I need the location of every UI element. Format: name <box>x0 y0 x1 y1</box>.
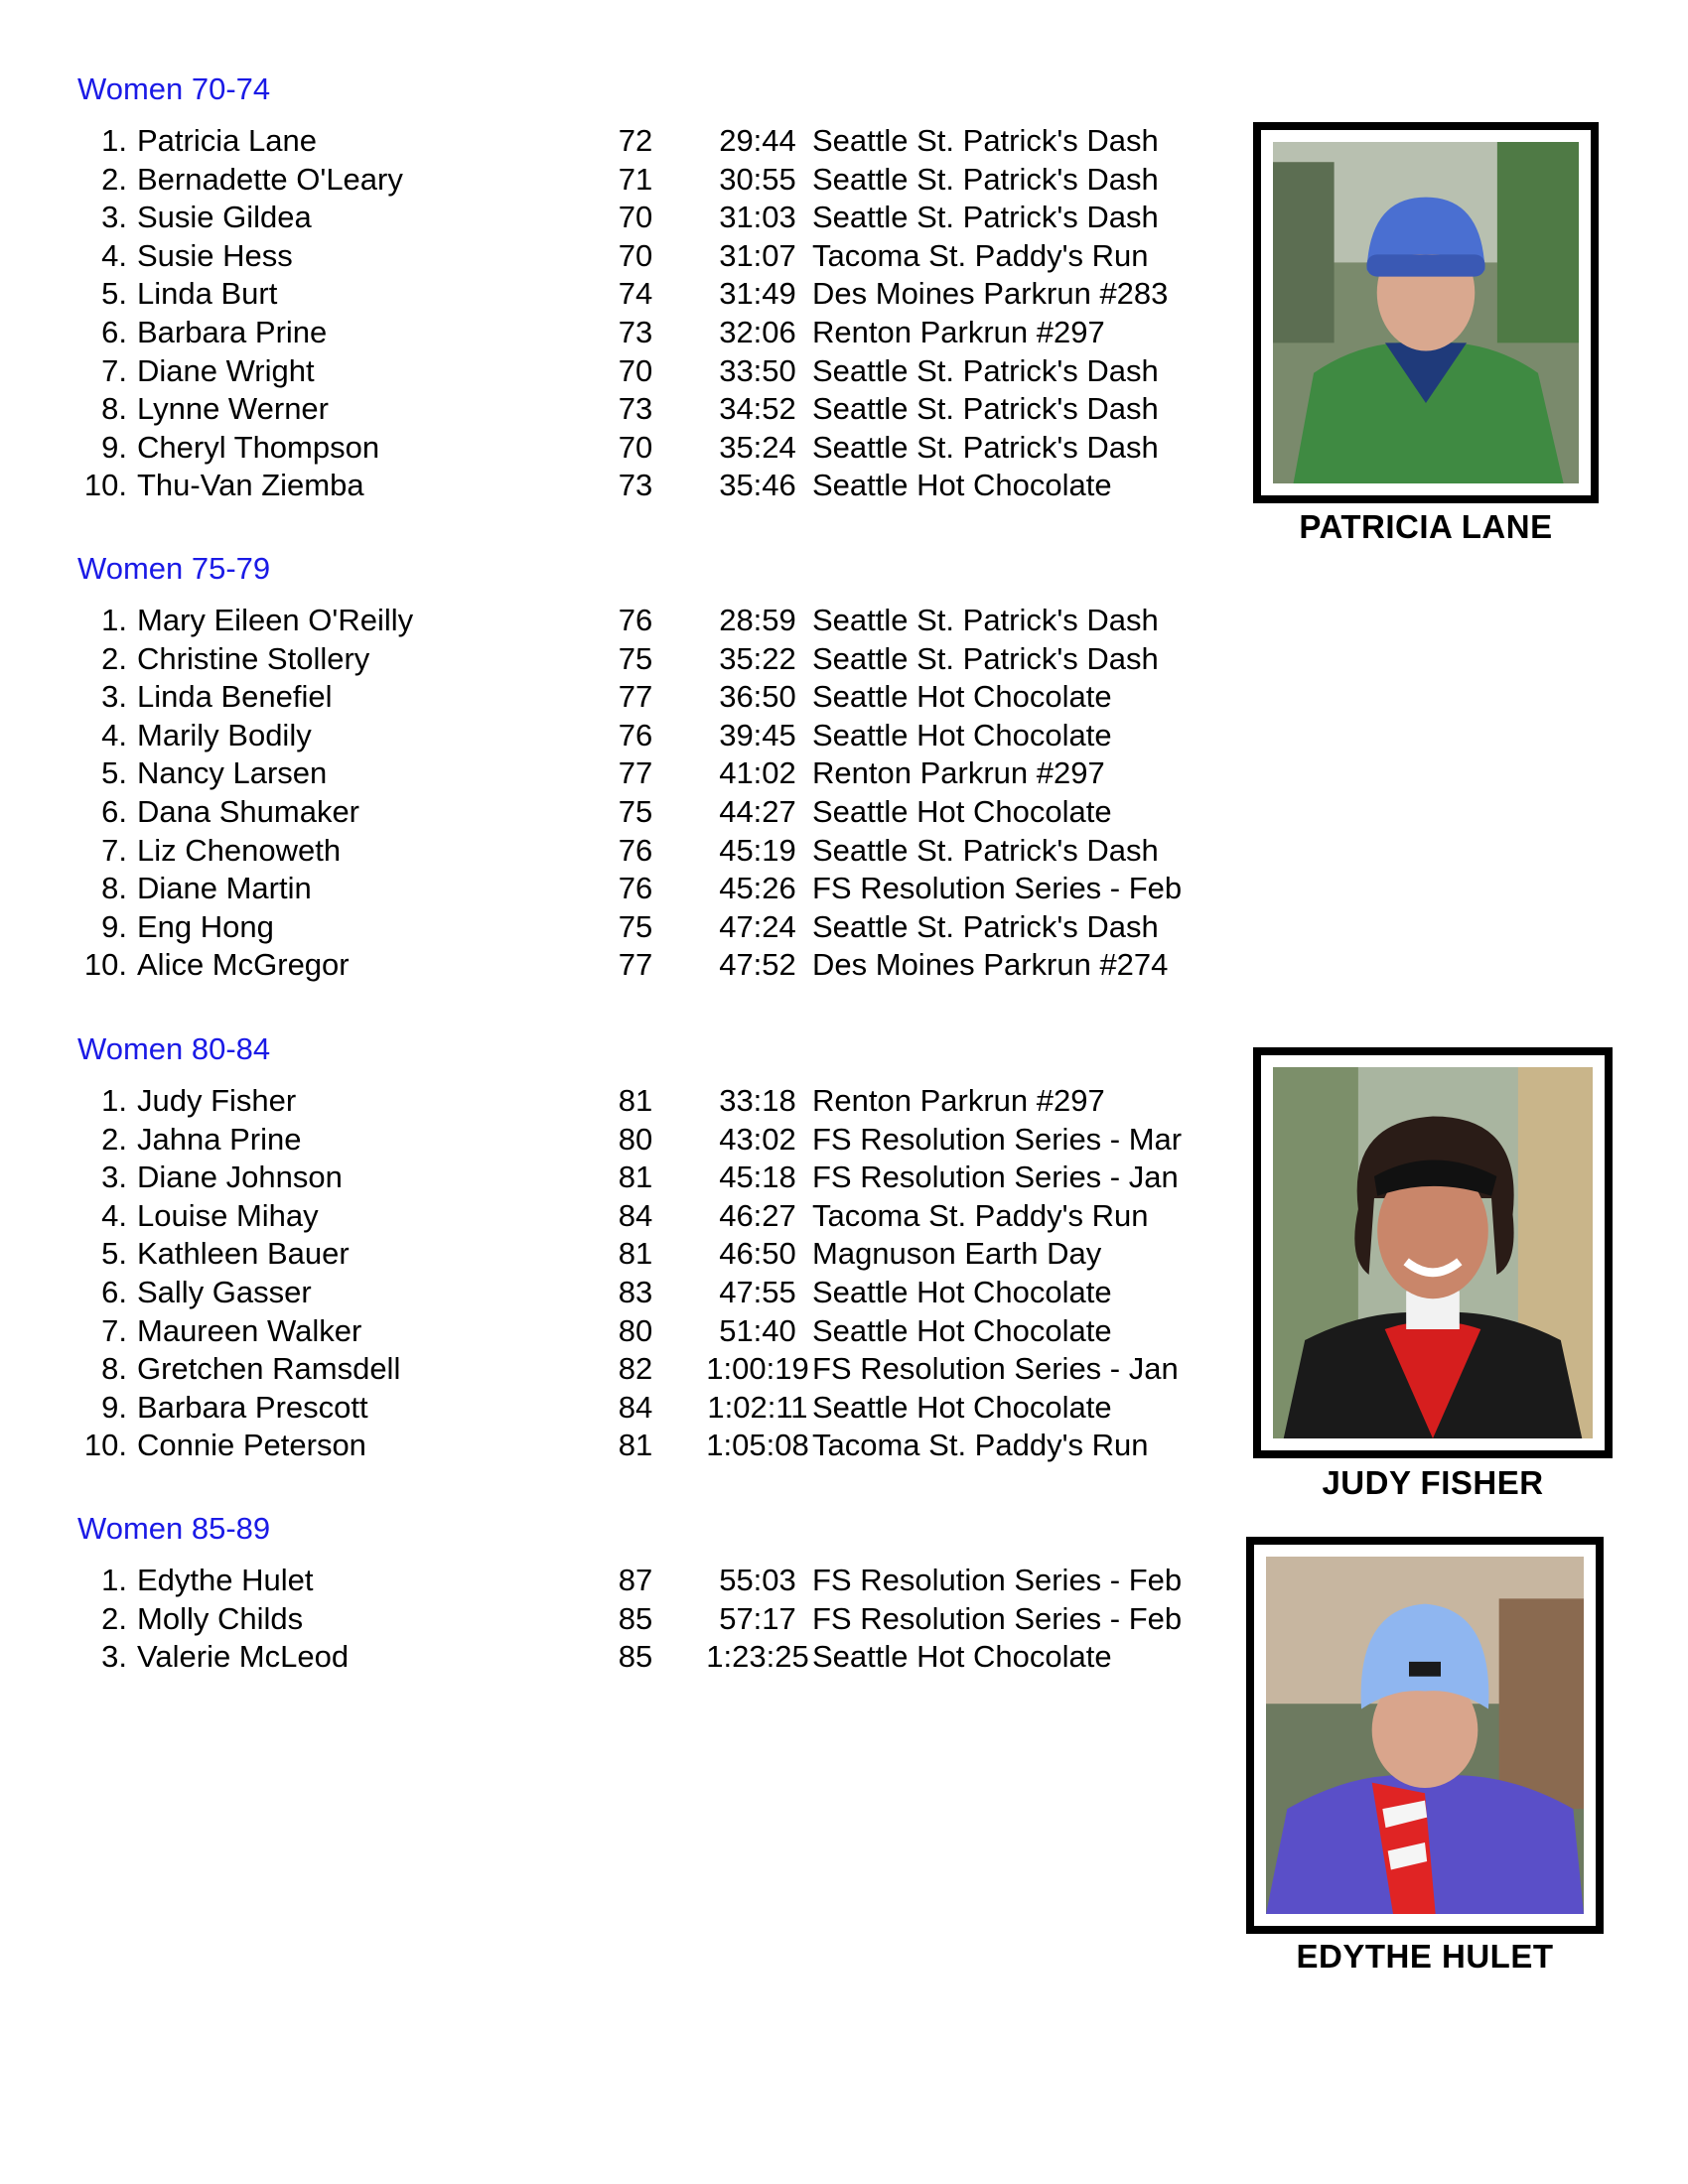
rank-number: 5. <box>101 755 127 791</box>
runner-name: Gretchen Ramsdell <box>137 1351 401 1387</box>
runner-age: 75 <box>618 640 653 676</box>
finish-time: 1:00:19 <box>706 1351 809 1387</box>
race-name: Magnuson Earth Day <box>812 1236 1102 1272</box>
photo-patricia-lane <box>1253 122 1599 503</box>
finish-time: 29:44 <box>719 123 796 158</box>
rank-number: 1. <box>101 1563 127 1597</box>
finish-time: 32:06 <box>719 315 796 349</box>
runner-name: Connie Peterson <box>137 1428 366 1463</box>
runner-name: Thu-Van Ziemba <box>137 468 364 503</box>
finish-time: 44:27 <box>719 794 796 829</box>
rank-number: 9. <box>101 1389 127 1425</box>
rank-number: 1. <box>101 123 127 158</box>
runner-name: Dana Shumaker <box>137 794 360 829</box>
runner-name: Diane Johnson <box>137 1160 343 1195</box>
finish-time: 34:52 <box>719 391 796 427</box>
runner-name: Liz Chenoweth <box>137 832 342 868</box>
runner-age: 76 <box>618 603 653 637</box>
finish-time: 55:03 <box>719 1563 796 1597</box>
rank-number: 7. <box>101 832 127 868</box>
finish-time: 35:46 <box>719 468 796 503</box>
runner-age: 70 <box>618 237 653 273</box>
result-row <box>77 678 1219 716</box>
race-name: FS Resolution Series - Jan <box>812 1351 1179 1387</box>
finish-time: 47:24 <box>719 908 796 944</box>
race-name: Seattle St. Patrick's Dash <box>812 908 1159 944</box>
race-name: FS Resolution Series - Feb <box>812 1563 1183 1597</box>
runner-age: 70 <box>618 200 653 235</box>
runner-name: Linda Benefiel <box>137 679 333 715</box>
rank-number: 9. <box>101 908 127 944</box>
finish-time: 45:26 <box>719 871 796 906</box>
rank-number: 2. <box>101 640 127 676</box>
runner-name: Sally Gasser <box>137 1275 312 1309</box>
finish-time: 31:49 <box>719 276 796 312</box>
runner-age: 83 <box>618 1275 653 1309</box>
runner-age: 70 <box>618 352 653 388</box>
runner-name: Molly Childs <box>137 1600 304 1636</box>
result-row <box>77 161 1219 199</box>
runner-name: Jahna Prine <box>137 1121 302 1157</box>
race-name: Seattle Hot Chocolate <box>812 1275 1112 1309</box>
runner-name: Lynne Werner <box>137 391 329 427</box>
runner-age: 76 <box>618 871 653 906</box>
race-name: Seattle St. Patrick's Dash <box>812 200 1159 235</box>
rank-number: 2. <box>101 1600 127 1636</box>
rank-number: 1. <box>101 1083 127 1118</box>
runner-name: Edythe Hulet <box>137 1563 314 1597</box>
runner-age: 75 <box>618 908 653 944</box>
photo-judy-fisher <box>1253 1047 1613 1458</box>
result-row <box>77 908 1219 946</box>
runner-age: 85 <box>618 1639 653 1675</box>
race-name: Seattle Hot Chocolate <box>812 794 1112 829</box>
runner-age: 71 <box>618 161 653 197</box>
runner-age: 80 <box>618 1312 653 1348</box>
race-name: FS Resolution Series - Mar <box>812 1121 1183 1157</box>
runner-age: 81 <box>618 1160 653 1195</box>
race-name: Seattle St. Patrick's Dash <box>812 832 1159 868</box>
portrait-photo <box>1273 142 1579 483</box>
finish-time: 1:05:08 <box>706 1428 809 1463</box>
runner-age: 72 <box>618 123 653 158</box>
race-name: Des Moines Parkrun #283 <box>812 276 1169 312</box>
race-name: Seattle Hot Chocolate <box>812 1389 1112 1425</box>
rank-number: 1. <box>101 603 127 637</box>
rank-number: 5. <box>101 1236 127 1272</box>
runner-age: 70 <box>618 429 653 465</box>
result-row <box>77 237 1219 275</box>
photo-edythe-hulet <box>1246 1537 1604 1934</box>
rank-number: 8. <box>101 1351 127 1387</box>
finish-time: 30:55 <box>719 161 796 197</box>
runner-name: Louise Mihay <box>137 1197 319 1233</box>
finish-time: 39:45 <box>719 717 796 752</box>
rank-number: 10. <box>83 1428 127 1463</box>
finish-time: 45:18 <box>719 1160 796 1195</box>
result-row <box>77 429 1219 467</box>
runner-name: Judy Fisher <box>137 1083 297 1118</box>
rank-number: 7. <box>101 352 127 388</box>
runner-name: Diane Wright <box>137 352 315 388</box>
rank-number: 8. <box>101 391 127 427</box>
result-row <box>77 1427 1219 1464</box>
runner-age: 82 <box>618 1351 653 1387</box>
runner-age: 76 <box>618 717 653 752</box>
result-row <box>77 717 1219 754</box>
result-row <box>77 1638 1219 1676</box>
result-row <box>77 1600 1219 1638</box>
rank-number: 3. <box>101 200 127 235</box>
race-name: Renton Parkrun #297 <box>812 1083 1105 1118</box>
result-row <box>77 1082 1219 1120</box>
finish-time: 57:17 <box>719 1600 796 1636</box>
rank-number: 6. <box>101 794 127 829</box>
runner-name: Linda Burt <box>137 276 278 312</box>
portrait-photo <box>1273 1067 1593 1438</box>
rank-number: 2. <box>101 161 127 197</box>
finish-time: 35:24 <box>719 429 796 465</box>
result-row <box>77 467 1219 504</box>
runner-name: Patricia Lane <box>137 123 317 158</box>
finish-time: 46:27 <box>719 1197 796 1233</box>
runner-age: 75 <box>618 794 653 829</box>
finish-time: 36:50 <box>719 679 796 715</box>
runner-name: Valerie McLeod <box>137 1639 350 1675</box>
runner-age: 77 <box>618 679 653 715</box>
race-name: Seattle Hot Chocolate <box>812 679 1112 715</box>
race-name: Renton Parkrun #297 <box>812 315 1105 349</box>
race-name: Seattle St. Patrick's Dash <box>812 391 1159 427</box>
finish-time: 1:23:25 <box>706 1639 809 1675</box>
race-name: Seattle St. Patrick's Dash <box>812 603 1159 637</box>
result-row <box>77 352 1219 390</box>
runner-age: 81 <box>618 1428 653 1463</box>
race-name: Seattle St. Patrick's Dash <box>812 429 1159 465</box>
result-row <box>77 1121 1219 1159</box>
runner-name: Susie Gildea <box>137 200 312 235</box>
rank-number: 9. <box>101 429 127 465</box>
runner-age: 80 <box>618 1121 653 1157</box>
race-name: Seattle Hot Chocolate <box>812 717 1112 752</box>
runner-age: 81 <box>618 1236 653 1272</box>
photo-caption: EDYTHE HULET <box>1296 1938 1554 1975</box>
rank-number: 7. <box>101 1312 127 1348</box>
result-row <box>77 793 1219 831</box>
finish-time: 45:19 <box>719 832 796 868</box>
result-row <box>77 199 1219 236</box>
section-title-women-75-79: Women 75-79 <box>77 551 271 586</box>
runner-name: Marily Bodily <box>137 717 312 752</box>
runner-name: Cheryl Thompson <box>137 429 380 465</box>
runner-age: 77 <box>618 947 653 983</box>
rank-number: 8. <box>101 871 127 906</box>
finish-time: 51:40 <box>719 1312 796 1348</box>
result-row <box>77 1389 1219 1427</box>
finish-time: 31:07 <box>719 237 796 273</box>
race-name: Seattle St. Patrick's Dash <box>812 123 1159 158</box>
runner-age: 73 <box>618 468 653 503</box>
rank-number: 3. <box>101 1160 127 1195</box>
runner-age: 87 <box>618 1563 653 1597</box>
runner-age: 85 <box>618 1600 653 1636</box>
race-name: Des Moines Parkrun #274 <box>812 947 1169 983</box>
rank-number: 6. <box>101 1275 127 1309</box>
result-row <box>77 1562 1219 1599</box>
runner-name: Nancy Larsen <box>137 755 328 791</box>
finish-time: 43:02 <box>719 1121 796 1157</box>
finish-time: 46:50 <box>719 1236 796 1272</box>
rank-number: 10. <box>83 947 127 983</box>
race-name: Seattle St. Patrick's Dash <box>812 161 1159 197</box>
rank-number: 4. <box>101 237 127 273</box>
result-row <box>77 1159 1219 1196</box>
finish-time: 28:59 <box>719 603 796 637</box>
result-row <box>77 870 1219 907</box>
finish-time: 41:02 <box>719 755 796 791</box>
rank-number: 2. <box>101 1121 127 1157</box>
race-name: Tacoma St. Paddy's Run <box>812 237 1149 273</box>
race-name: Seattle Hot Chocolate <box>812 1312 1112 1348</box>
race-name: Tacoma St. Paddy's Run <box>812 1428 1149 1463</box>
runner-age: 73 <box>618 391 653 427</box>
rank-number: 4. <box>101 1197 127 1233</box>
runner-name: Barbara Prine <box>137 315 328 349</box>
result-row <box>77 122 1219 160</box>
race-name: Seattle Hot Chocolate <box>812 468 1112 503</box>
rank-number: 10. <box>83 468 127 503</box>
result-row <box>77 314 1219 351</box>
result-row <box>77 946 1219 984</box>
rank-number: 3. <box>101 1639 127 1675</box>
runner-name: Kathleen Bauer <box>137 1236 350 1272</box>
finish-time: 47:52 <box>719 947 796 983</box>
section-title-women-85-89: Women 85-89 <box>77 1511 271 1546</box>
result-row <box>77 1197 1219 1235</box>
rank-number: 4. <box>101 717 127 752</box>
race-name: FS Resolution Series - Feb <box>812 1600 1183 1636</box>
rank-number: 5. <box>101 276 127 312</box>
runner-name: Alice McGregor <box>137 947 350 983</box>
finish-time: 33:50 <box>719 352 796 388</box>
runner-name: Barbara Prescott <box>137 1389 368 1425</box>
race-name: Tacoma St. Paddy's Run <box>812 1197 1149 1233</box>
result-row <box>77 1312 1219 1350</box>
rank-number: 6. <box>101 315 127 349</box>
race-name: FS Resolution Series - Jan <box>812 1160 1179 1195</box>
section-title-women-80-84: Women 80-84 <box>77 1031 271 1066</box>
race-name: Seattle St. Patrick's Dash <box>812 640 1159 676</box>
race-name: Renton Parkrun #297 <box>812 755 1105 791</box>
result-row <box>77 640 1219 678</box>
runner-age: 77 <box>618 755 653 791</box>
finish-time: 1:02:11 <box>707 1389 808 1425</box>
result-row <box>77 390 1219 428</box>
runner-age: 81 <box>618 1083 653 1118</box>
finish-time: 33:18 <box>719 1083 796 1118</box>
runner-age: 76 <box>618 832 653 868</box>
runner-age: 73 <box>618 315 653 349</box>
portrait-photo <box>1266 1557 1584 1914</box>
finish-time: 35:22 <box>719 640 796 676</box>
race-name: Seattle Hot Chocolate <box>812 1639 1112 1675</box>
runner-name: Maureen Walker <box>137 1312 362 1348</box>
race-name: FS Resolution Series - Feb <box>812 871 1183 906</box>
result-row <box>77 602 1219 639</box>
result-row <box>77 754 1219 792</box>
result-row <box>77 1350 1219 1388</box>
runner-name: Mary Eileen O'Reilly <box>137 603 414 637</box>
runner-name: Diane Martin <box>137 871 312 906</box>
photo-caption: JUDY FISHER <box>1322 1464 1544 1501</box>
runner-age: 84 <box>618 1389 653 1425</box>
rank-number: 3. <box>101 679 127 715</box>
finish-time: 47:55 <box>719 1275 796 1309</box>
photo-caption: PATRICIA LANE <box>1299 508 1553 545</box>
runner-name: Susie Hess <box>137 237 293 273</box>
result-row <box>77 832 1219 870</box>
runner-age: 74 <box>618 276 653 312</box>
result-row <box>77 1235 1219 1273</box>
runner-name: Bernadette O'Leary <box>137 161 403 197</box>
result-row <box>77 275 1219 313</box>
finish-time: 31:03 <box>719 200 796 235</box>
section-title-women-70-74: Women 70-74 <box>77 71 271 106</box>
runner-age: 84 <box>618 1197 653 1233</box>
result-row <box>77 1274 1219 1311</box>
race-name: Seattle St. Patrick's Dash <box>812 352 1159 388</box>
runner-name: Christine Stollery <box>137 640 370 676</box>
runner-name: Eng Hong <box>137 908 274 944</box>
